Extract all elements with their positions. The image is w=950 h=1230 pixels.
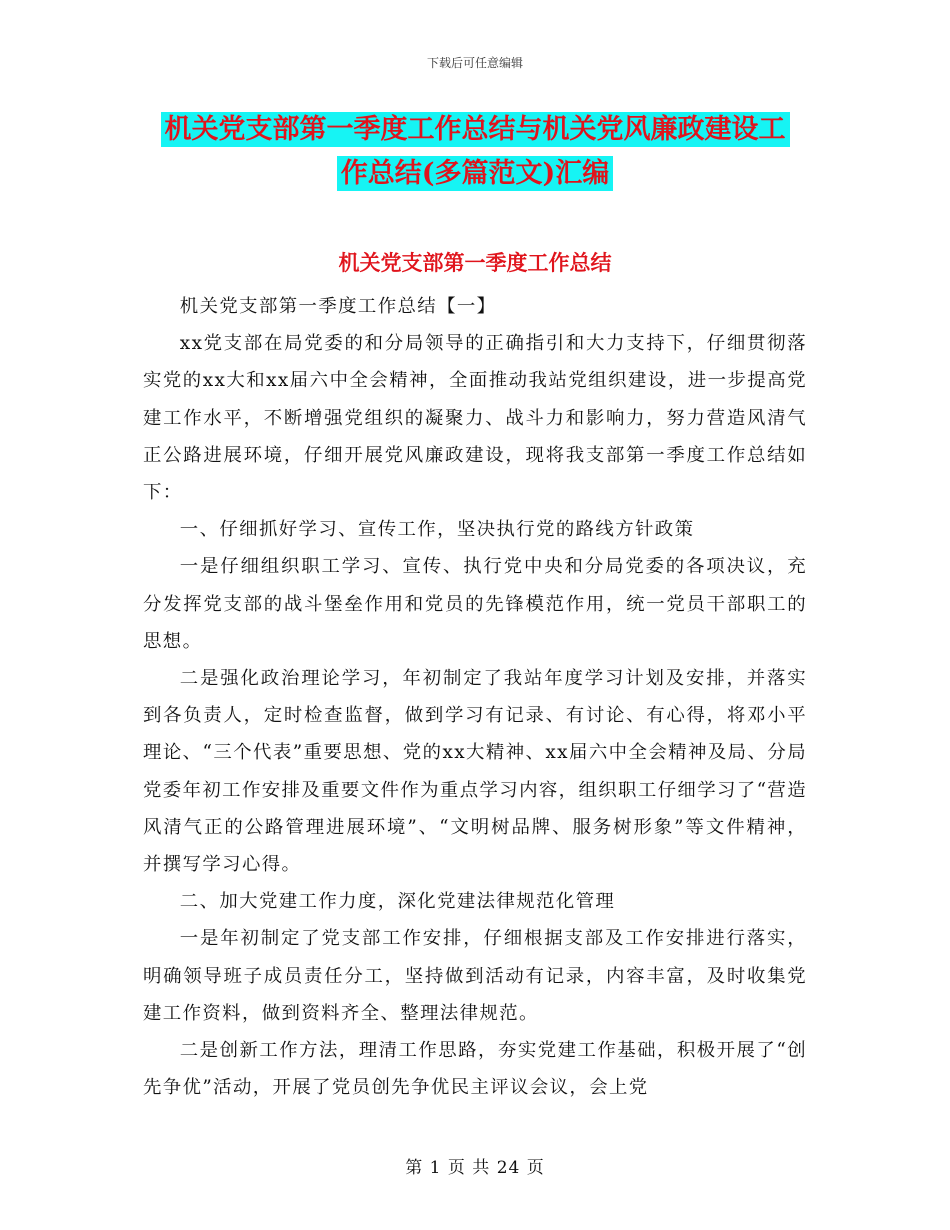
paragraph-heading: 二、加大党建工作力度，深化党建法律规范化管理 [179, 891, 616, 913]
paragraph: 一是仔细组织职工学习、宣传、执行党中央和分局党委的各项决议，充分发挥党支部的战斗堡垒作用和党员的先锋模范作用，统一党员干部职工的思想。 [143, 556, 807, 652]
paragraph: 一是年初制定了党支部工作安排，仔细根据支部及工作安排进行落实，明确领导班子成员责任分工，坚持做到活动有记录，内容丰富，及时收集党建工作资料，做到资料齐全、整理法律规范。 [143, 928, 807, 1024]
paragraph-heading: 一、仔细抓好学习、宣传工作，坚决执行党的路线方针政策 [179, 519, 695, 541]
header-note: 下载后可任意编辑 [426, 56, 523, 70]
paragraph-subtitle: 机关党支部第一季度工作总结【一】 [179, 296, 497, 317]
document-title-line-2 [0, 156, 950, 192]
document-title-line-1-text: 机关党支部第一季度工作总结与机关党风廉政建设工 [161, 112, 790, 147]
document-body [143, 288, 807, 1106]
paragraph: xx党支部在局党委的和分局领导的正确指引和大力支持下，仔细贯彻落实党的xx大和xx届六中全会精神，全面推动我站党组织建设，进一步提高党建工作水平，不断增强党组织的凝聚力、战斗力和影响力，努力营造风清气正公路进展环境，仔细开展党风廉政建设，现将我支部第一季度工作总结如下： [143, 333, 807, 504]
document-title-line-1 [0, 112, 950, 148]
paragraph: 二是创新工作方法，理清工作思路，夯实党建工作基础，积极开展了“创先争优”活动，开展了党员创先争优民主评议会议，会上党 [143, 1040, 807, 1099]
paragraph: 二是强化政治理论学习，年初制定了我站年度学习计划及安排，并落实到各负责人，定时检查监督，做到学习有记录、有讨论、有心得，将邓小平理论、“三个代表”重要思想、党的xx大精神、xx届六中全会精神及局、分局党委年初工作安排及重要文件作为重点学习内容，组织职工仔细学习了“营造风清气正的公路管理进展环境”、“文明树品牌、服务树形象”等文件精神，并撰写学习心得。 [143, 668, 807, 876]
section-title: 机关党支部第一季度工作总结 [338, 250, 612, 275]
document-title-line-2-text: 作总结(多篇范文)汇编 [337, 156, 614, 191]
page-footer: 第 1 页 共 24 页 [405, 1158, 545, 1178]
